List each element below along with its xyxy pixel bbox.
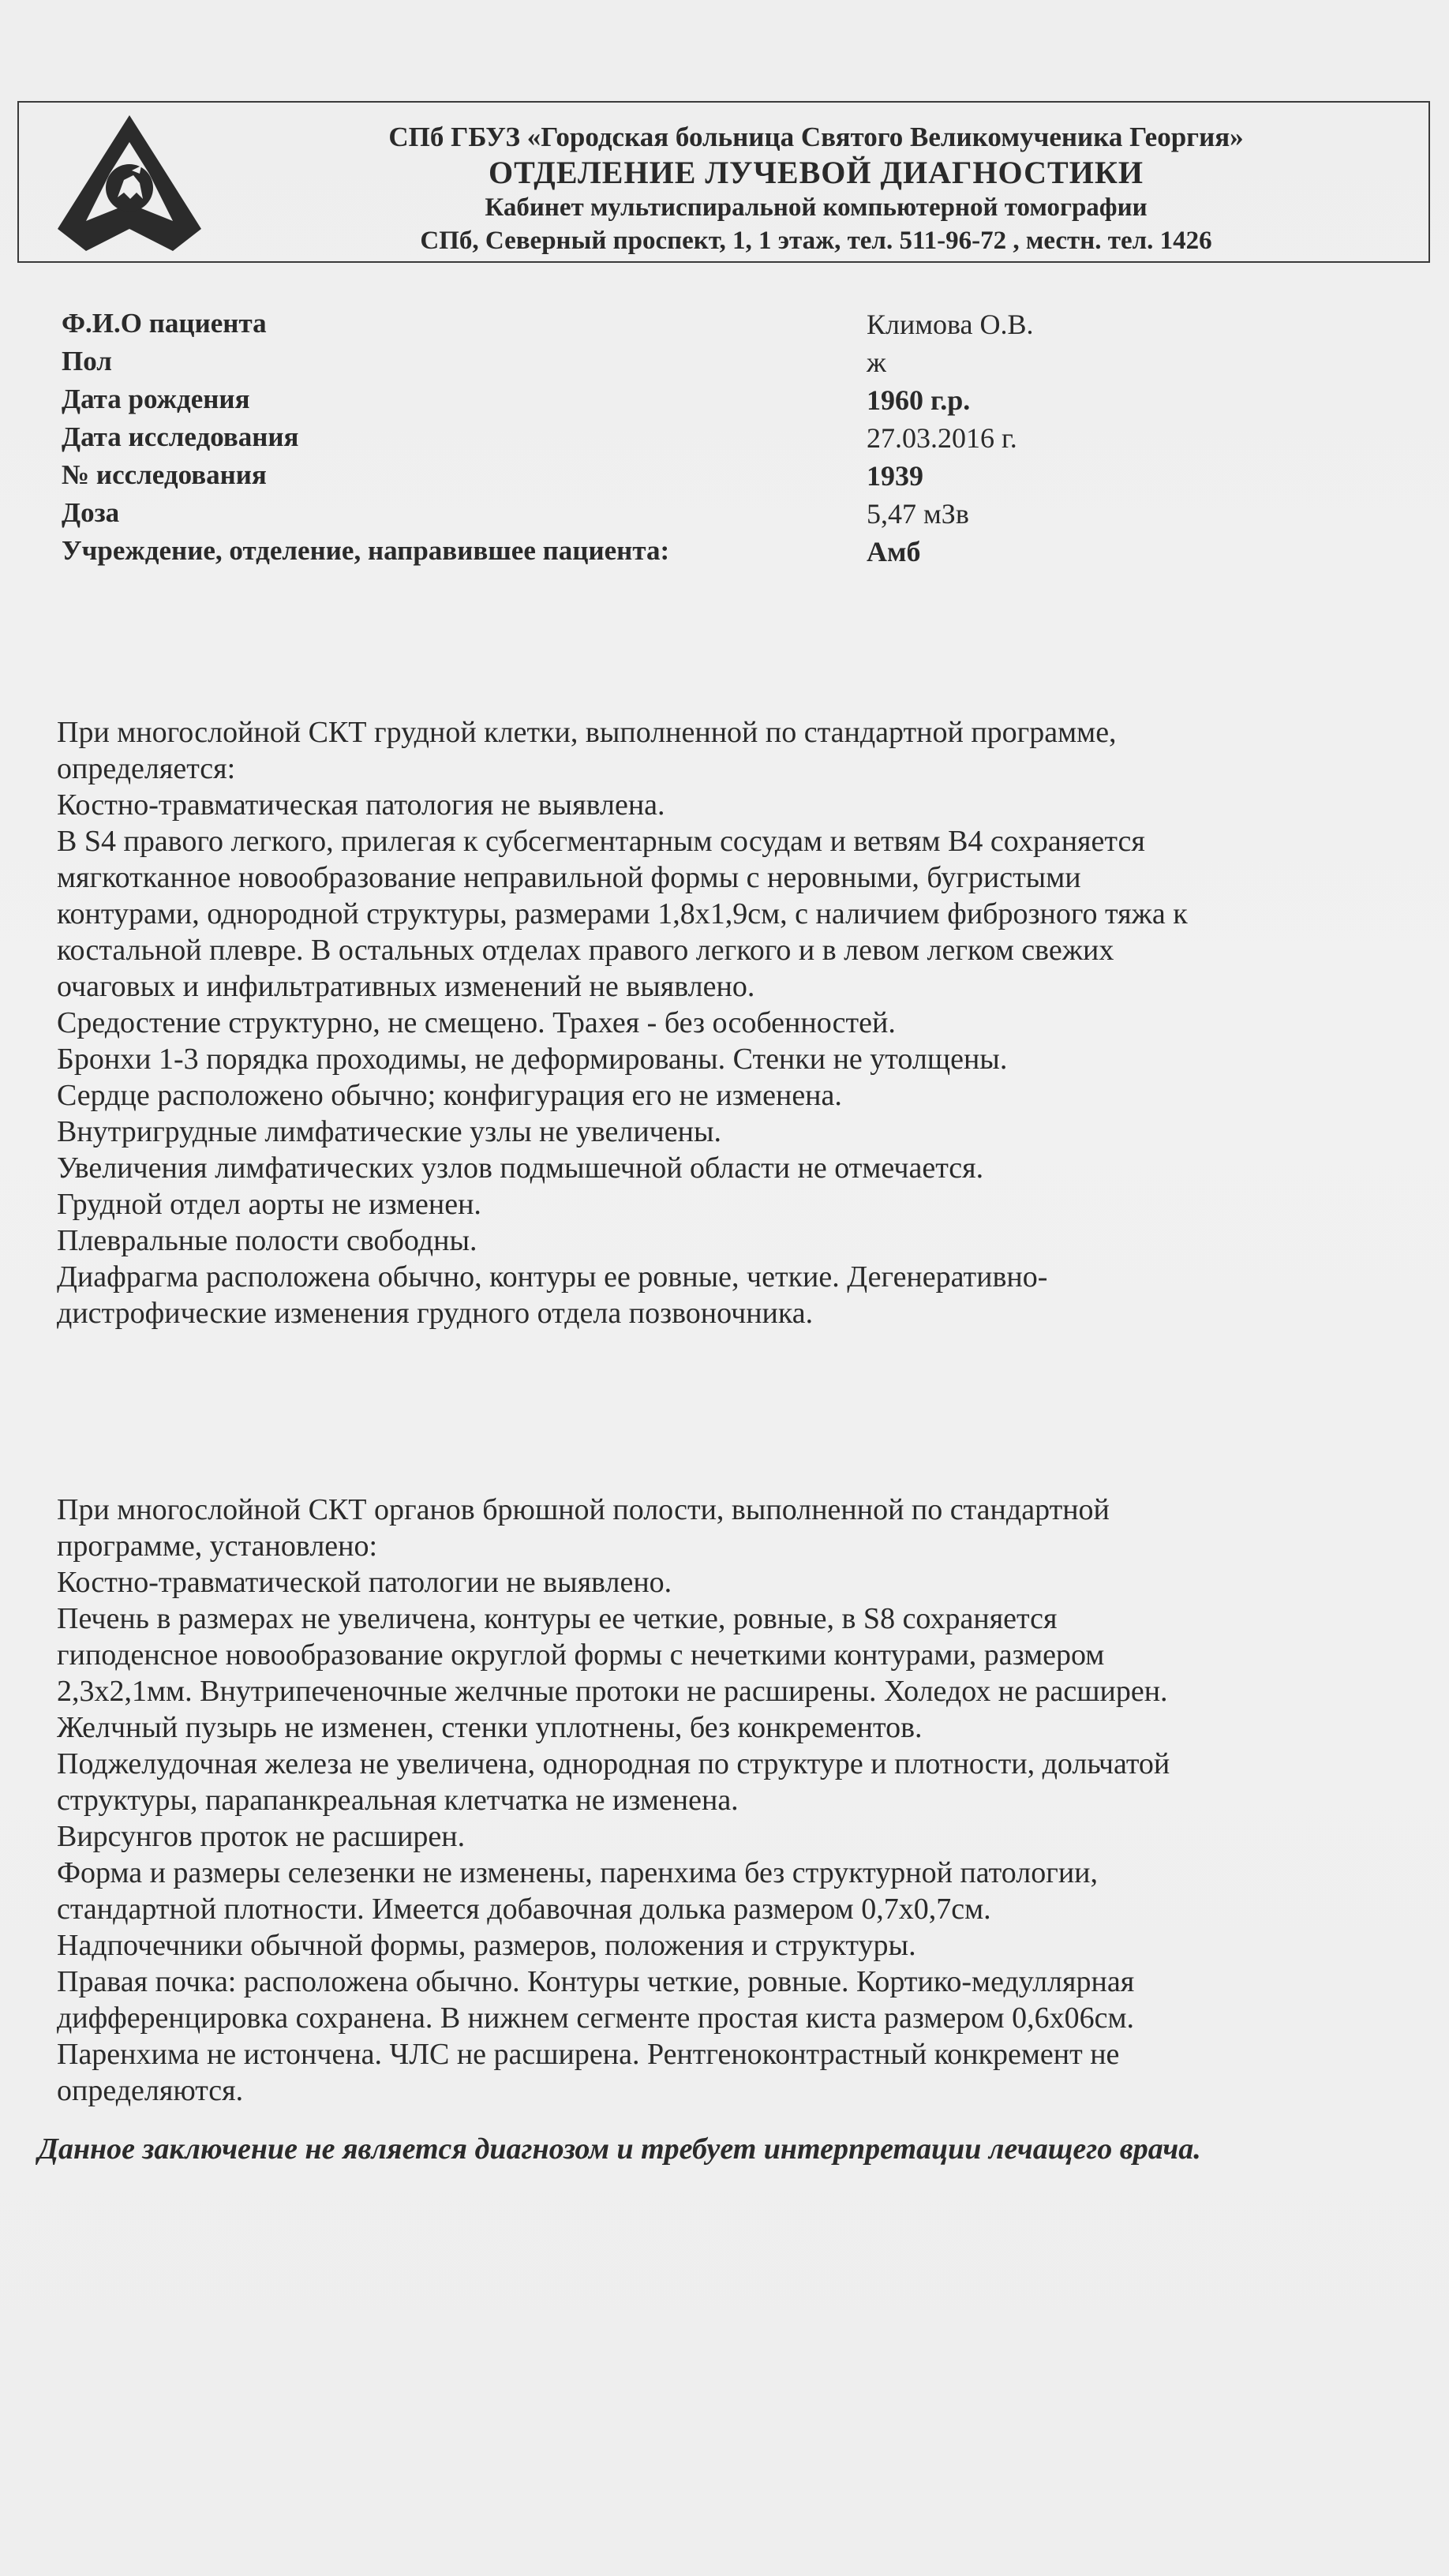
text-line: Печень в размерах не увеличена, контуры ее четкие, ровные, в S8 сохраняется (57, 1602, 1058, 1635)
document-header (17, 101, 1430, 263)
info-row-dose (62, 497, 1245, 535)
info-label: Ф.И.О пациента (62, 308, 267, 339)
chest-ct-findings (57, 714, 1414, 1331)
info-value: 1939 (867, 460, 923, 492)
info-label: № исследования (62, 459, 267, 490)
info-label: Доза (62, 497, 120, 528)
institution-heading (224, 120, 1408, 257)
info-value: 5,47 мЗв (867, 498, 969, 530)
patient-info-table (62, 308, 1245, 573)
text-line: костальной плевре. В остальных отделах правого легкого и в левом легком свежих (57, 934, 1114, 967)
text-line: определяются. (57, 2074, 244, 2107)
text-line: Правая почка: расположена обычно. Контуры четкие, ровные. Кортико-медуллярная (57, 1965, 1135, 1998)
text-line: При многослойной СКТ органов брюшной полости, выполненной по стандартной (57, 1493, 1110, 1526)
hospital-emblem-icon (54, 110, 204, 256)
text-line: гиподенсное новообразование округлой формы с нечеткими контурами, размером (57, 1638, 1105, 1672)
text-line: контурами, однородной структуры, размерами 1,8х1,9см, с наличием фиброзного тяжа к (57, 897, 1188, 930)
info-value: Климова О.В. (867, 309, 1034, 340)
info-row-exam-date (62, 421, 1245, 459)
text-line: Увеличения лимфатических узлов подмышечной области не отмечается. (57, 1151, 984, 1185)
info-row-sex (62, 346, 1245, 384)
text-line: стандартной плотности. Имеется добавочная долька размером 0,7х0,7см. (57, 1893, 991, 1926)
text-line: При многослойной СКТ грудной клетки, выполненной по стандартной программе, (57, 716, 1117, 749)
info-value: ж (867, 346, 886, 378)
text-line: 2,3х2,1мм. Внутрипеченочные желчные протоки не расширены. Холедох не расширен. (57, 1675, 1168, 1708)
text-line: дифференцировка сохранена. В нижнем сегменте простая киста размером 0,6х06см. (57, 2001, 1134, 2035)
text-line: Внутригрудные лимфатические узлы не увеличены. (57, 1115, 722, 1148)
text-line: очаговых и инфильтративных изменений не выявлено. (57, 970, 755, 1003)
text-line: Поджелудочная железа не увеличена, однородная по структуре и плотности, дольчатой (57, 1747, 1170, 1780)
text-line: Костно-травматическая патология не выявлена. (57, 788, 665, 822)
info-value: Амб (867, 536, 921, 567)
info-label: Дата исследования (62, 421, 299, 452)
text-line: определяется: (57, 752, 236, 785)
text-line: Форма и размеры селезенки не изменены, паренхима без структурной патологии, (57, 1856, 1098, 1889)
info-label: Пол (62, 346, 112, 376)
info-row-exam-number (62, 459, 1245, 497)
text-line: Диафрагма расположена обычно, контуры ее ровные, четкие. Дегенеративно- (57, 1260, 1048, 1294)
info-row-birthdate (62, 384, 1245, 421)
text-line: Грудной отдел аорты не изменен. (57, 1188, 481, 1221)
institution-address: СПб, Северный проспект, 1, 1 этаж, тел. 511-96-72 , местн. тел. 1426 (420, 227, 1212, 255)
info-label: Учреждение, отделение, направившее пациента: (62, 535, 670, 566)
disclaimer-note: Данное заключение не является диагнозом и требует интерпретации лечащего врача. (38, 2132, 1201, 2166)
text-line: Желчный пузырь не изменен, стенки уплотнены, без конкрементов. (57, 1711, 923, 1744)
office-name: Кабинет мультиспиральной компьютерной томографии (485, 193, 1148, 222)
institution-name: СПб ГБУЗ «Городская больница Святого Великомученика Георгия» (388, 122, 1244, 152)
text-line: В S4 правого легкого, прилегая к субсегментарным сосудам и ветвям В4 сохраняется (57, 825, 1145, 858)
text-line: мягкотканное новообразование неправильной формы с неровными, бугристыми (57, 861, 1081, 894)
text-line: Вирсунгов проток не расширен. (57, 1820, 466, 1853)
info-row-name (62, 308, 1245, 346)
text-line: Костно-травматической патологии не выявлено. (57, 1566, 672, 1599)
department-name: ОТДЕЛЕНИЕ ЛУЧЕВОЙ ДИАГНОСТИКИ (489, 155, 1144, 190)
text-line: программе, установлено: (57, 1530, 378, 1563)
text-line: дистрофические изменения грудного отдела позвоночника. (57, 1297, 814, 1330)
text-line: Сердце расположено обычно; конфигурация его не изменена. (57, 1079, 842, 1112)
info-row-referrer (62, 535, 1245, 573)
abdomen-ct-findings (57, 1492, 1414, 2109)
info-value: 1960 г.р. (867, 384, 971, 416)
info-label: Дата рождения (62, 384, 250, 414)
text-line: Паренхима не истончена. ЧЛС не расширена. Рентгеноконтрастный конкремент не (57, 2038, 1120, 2071)
text-line: Средостение структурно, не смещено. Трахея - без особенностей. (57, 1006, 896, 1039)
info-value: 27.03.2016 г. (867, 422, 1017, 454)
text-line: структуры, парапанкреальная клетчатка не изменена. (57, 1784, 739, 1817)
text-line: Бронхи 1-3 порядка проходимы, не деформированы. Стенки не утолщены. (57, 1043, 1008, 1076)
text-line: Надпочечники обычной формы, размеров, положения и структуры. (57, 1929, 916, 1962)
text-line: Плевральные полости свободны. (57, 1224, 477, 1257)
